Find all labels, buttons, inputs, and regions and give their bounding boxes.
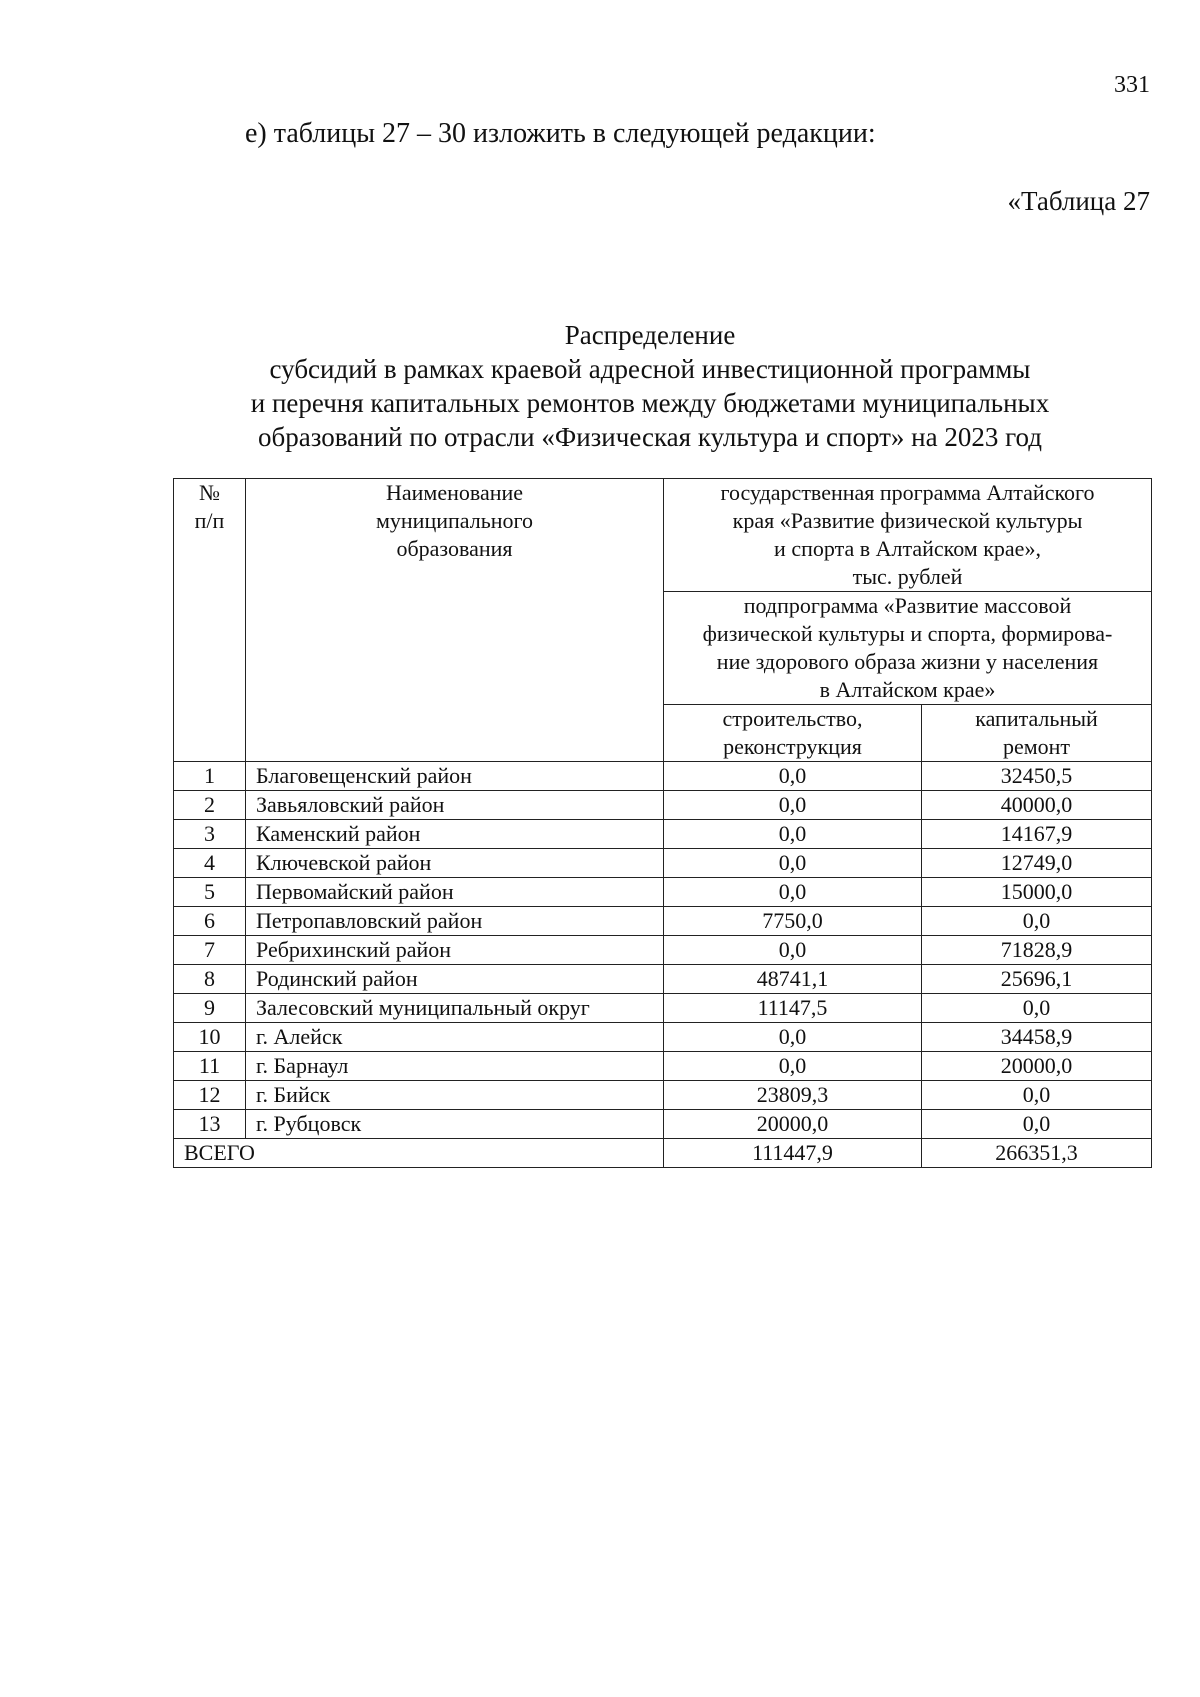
subsidy-table (173, 478, 1152, 1168)
table-row (174, 878, 1152, 907)
table-row (174, 965, 1152, 994)
row-number: 5 (174, 878, 246, 907)
table-row (174, 791, 1152, 820)
row-number: 13 (174, 1110, 246, 1139)
row-construction: 0,0 (664, 820, 922, 849)
row-municipality: Первомайский район (246, 878, 664, 907)
table-header-row (174, 479, 1152, 592)
row-construction: 48741,1 (664, 965, 922, 994)
table-total-row (174, 1139, 1152, 1168)
table-row (174, 820, 1152, 849)
table-row (174, 936, 1152, 965)
row-repair: 32450,5 (922, 762, 1152, 791)
total-label: ВСЕГО (174, 1139, 664, 1168)
row-number: 3 (174, 820, 246, 849)
row-municipality: Завьяловский район (246, 791, 664, 820)
intro-text: е) таблицы 27 – 30 изложить в следующей редакции: (245, 118, 876, 149)
table-row (174, 907, 1152, 936)
row-number: 7 (174, 936, 246, 965)
header-subprogram: подпрограмма «Развитие массовой физической культуры и спорта, формирова- ние здорового образа жизни у населения в Алтайском крае» (664, 592, 1152, 705)
row-municipality: г. Алейск (246, 1023, 664, 1052)
row-repair: 0,0 (922, 1110, 1152, 1139)
document-heading (150, 318, 1150, 454)
row-municipality: Родинский район (246, 965, 664, 994)
row-number: 1 (174, 762, 246, 791)
row-repair: 0,0 (922, 994, 1152, 1023)
row-repair: 25696,1 (922, 965, 1152, 994)
heading-line: и перечня капитальных ремонтов между бюджетами муниципальных (250, 388, 1050, 418)
header-program: государственная программа Алтайского края «Развитие физической культуры и спорта в Алтайском крае», тыс. рублей (664, 479, 1152, 592)
row-repair: 0,0 (922, 1081, 1152, 1110)
row-construction: 0,0 (664, 878, 922, 907)
heading-line: образований по отрасли «Физическая культура и спорт» на 2023 год (258, 422, 1042, 452)
row-number: 4 (174, 849, 246, 878)
header-repair: капитальный ремонт (922, 705, 1152, 762)
row-repair: 12749,0 (922, 849, 1152, 878)
header-construction: строительство, реконструкция (664, 705, 922, 762)
row-repair: 40000,0 (922, 791, 1152, 820)
row-number: 12 (174, 1081, 246, 1110)
row-number: 8 (174, 965, 246, 994)
row-construction: 0,0 (664, 849, 922, 878)
row-number: 9 (174, 994, 246, 1023)
row-construction: 20000,0 (664, 1110, 922, 1139)
row-repair: 14167,9 (922, 820, 1152, 849)
row-repair: 20000,0 (922, 1052, 1152, 1081)
row-construction: 0,0 (664, 1023, 922, 1052)
row-municipality: Ключевской район (246, 849, 664, 878)
row-construction: 23809,3 (664, 1081, 922, 1110)
row-municipality: г. Барнаул (246, 1052, 664, 1081)
row-construction: 0,0 (664, 762, 922, 791)
table-row (174, 1052, 1152, 1081)
table-row (174, 1023, 1152, 1052)
table-row (174, 1081, 1152, 1110)
total-repair: 266351,3 (922, 1139, 1152, 1168)
page-number: 331 (1114, 72, 1150, 98)
table-caption: «Таблица 27 (1007, 186, 1150, 216)
row-construction: 7750,0 (664, 907, 922, 936)
table-row (174, 1110, 1152, 1139)
row-municipality: г. Рубцовск (246, 1110, 664, 1139)
row-repair: 15000,0 (922, 878, 1152, 907)
row-repair: 71828,9 (922, 936, 1152, 965)
row-construction: 0,0 (664, 936, 922, 965)
row-repair: 34458,9 (922, 1023, 1152, 1052)
header-municipality: Наименование муниципального образования (246, 479, 664, 762)
row-number: 2 (174, 791, 246, 820)
row-municipality: Каменский район (246, 820, 664, 849)
row-number: 6 (174, 907, 246, 936)
heading-line: Распределение (564, 320, 736, 350)
row-number: 10 (174, 1023, 246, 1052)
row-construction: 0,0 (664, 791, 922, 820)
row-number: 11 (174, 1052, 246, 1081)
row-construction: 11147,5 (664, 994, 922, 1023)
table-row (174, 849, 1152, 878)
row-repair: 0,0 (922, 907, 1152, 936)
row-municipality: Благовещенский район (246, 762, 664, 791)
table-row (174, 762, 1152, 791)
header-number: № п/п (174, 479, 246, 762)
row-construction: 0,0 (664, 1052, 922, 1081)
row-municipality: Залесовский муниципальный округ (246, 994, 664, 1023)
total-construction: 111447,9 (664, 1139, 922, 1168)
row-municipality: г. Бийск (246, 1081, 664, 1110)
row-municipality: Ребрихинский район (246, 936, 664, 965)
table-row (174, 994, 1152, 1023)
row-municipality: Петропавловский район (246, 907, 664, 936)
heading-line: субсидий в рамках краевой адресной инвестиционной программы (269, 354, 1031, 384)
